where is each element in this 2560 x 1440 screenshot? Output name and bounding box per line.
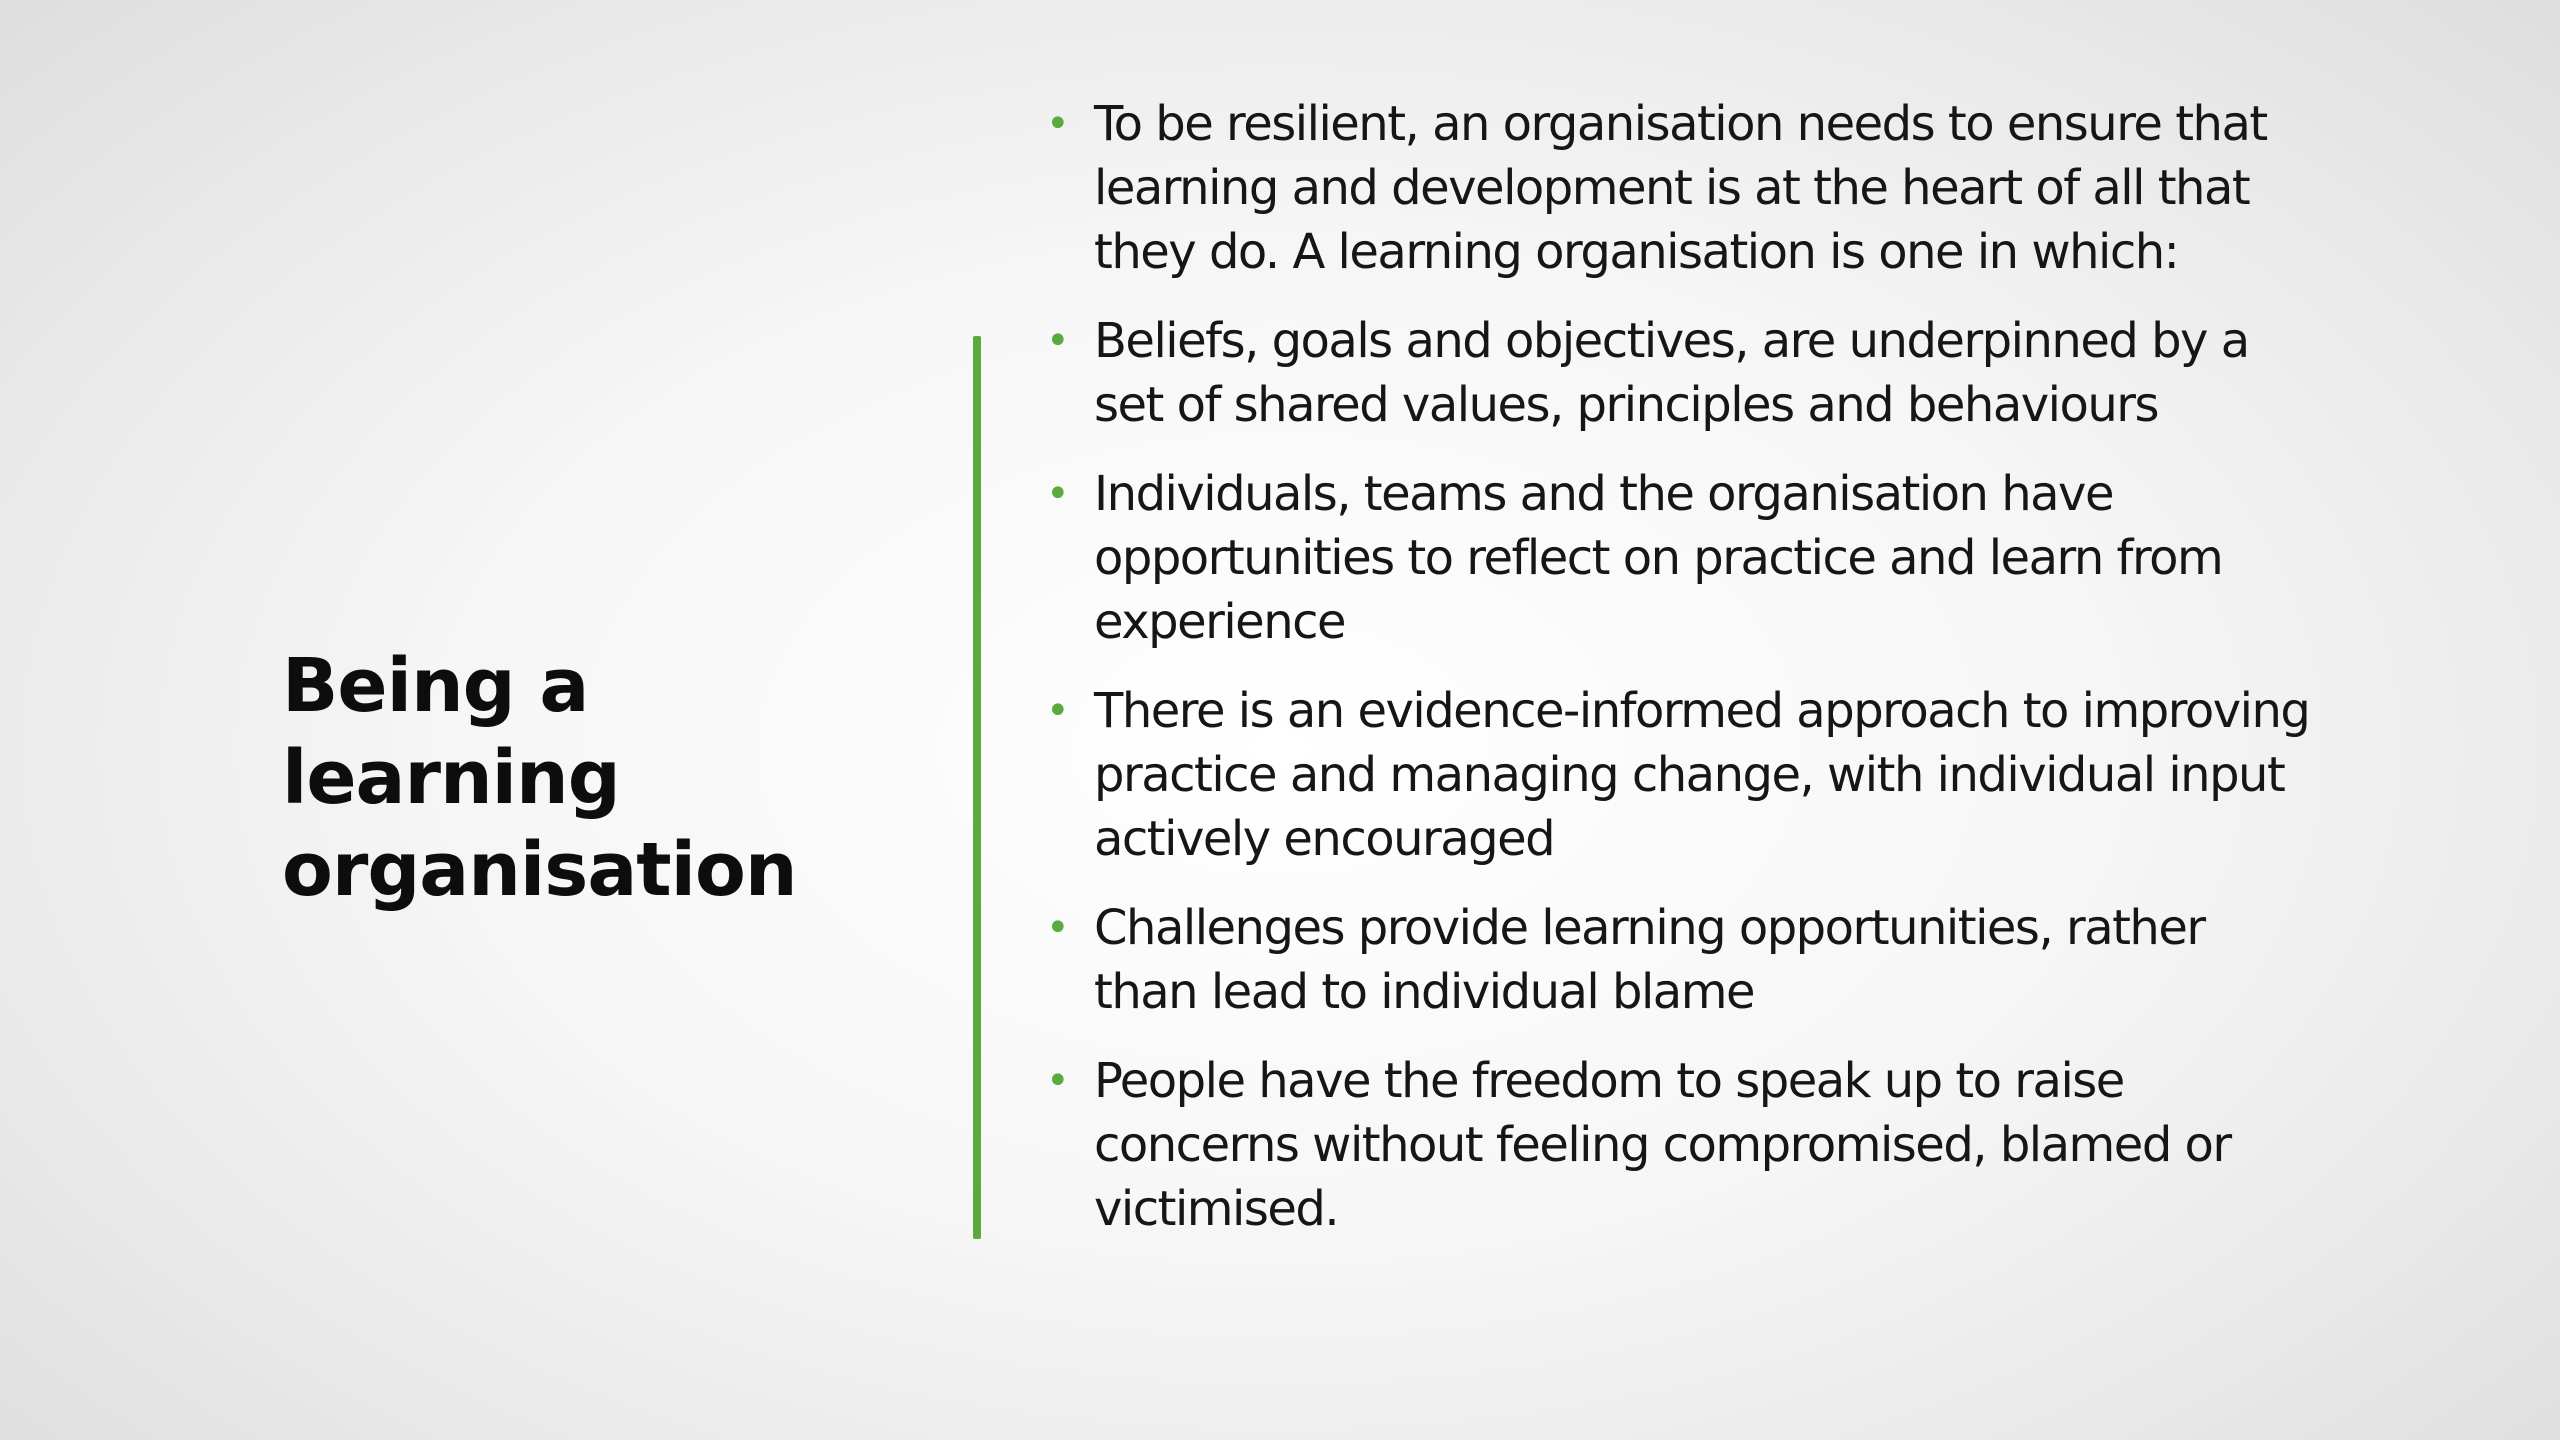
bullet-dot-icon: •	[1046, 905, 1070, 951]
bullet-text: To be resilient, an organisation needs to ensure that learning and development is at the heart of all that they do. A learning organisation is one in which:	[1094, 96, 2267, 280]
bullet-item	[1040, 679, 2320, 871]
bullet-item	[1040, 462, 2320, 654]
bullet-list	[1040, 92, 2320, 1266]
bullet-text: Individuals, teams and the organisation have opportunities to reflect on practice and learn from experience	[1094, 466, 2223, 650]
bullet-dot-icon: •	[1046, 101, 1070, 147]
bullet-text: There is an evidence-informed approach to improving practice and managing change, with individual input actively encouraged	[1094, 683, 2310, 867]
bullet-dot-icon: •	[1046, 471, 1070, 517]
bullet-item	[1040, 92, 2320, 284]
bullet-text: Beliefs, goals and objectives, are underpinned by a set of shared values, principles and behaviours	[1094, 313, 2249, 433]
bullet-dot-icon: •	[1046, 688, 1070, 734]
slide-title: Being a learning organisation	[282, 643, 797, 913]
divider-line	[973, 336, 981, 1239]
bullet-dot-icon: •	[1046, 1058, 1070, 1104]
bullet-item	[1040, 309, 2320, 437]
bullet-item	[1040, 896, 2320, 1024]
bullet-text: Challenges provide learning opportunities, rather than lead to individual blame	[1094, 900, 2205, 1020]
bullet-dot-icon: •	[1046, 318, 1070, 364]
bullet-item	[1040, 1049, 2320, 1241]
bullet-text: People have the freedom to speak up to raise concerns without feeling compromised, blamed or victimised.	[1094, 1053, 2231, 1237]
